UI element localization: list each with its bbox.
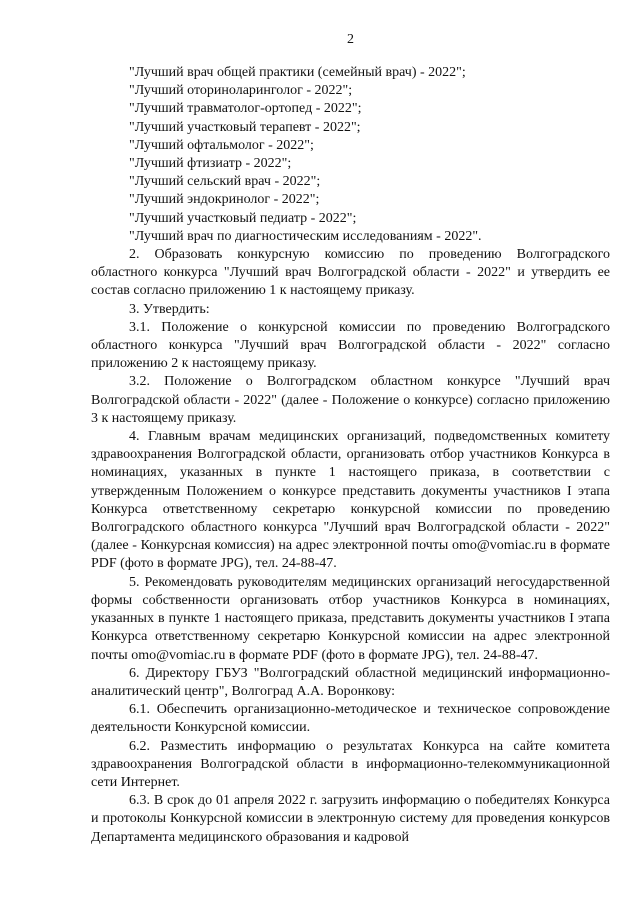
nomination-item: "Лучший эндокринолог - 2022"; [129, 192, 320, 208]
nomination-list [91, 64, 610, 246]
nomination-item: "Лучший врач общей практики (семейный врач) - 2022"; [129, 65, 466, 80]
paragraph-6-1: 6.1. Обеспечить организационно-методическое и техническое сопровождение деятельности Конкурсной комиссии. [91, 702, 610, 736]
paragraph-2-commission: 2. Образовать конкурсную комиссию по проведению Волгоградского областного конкурса "Лучший врач Волгоградской области - 2022" и утвердить ее состав согласно приложению 1 к настоящему приказу. [91, 247, 610, 299]
paragraph-3-1: 3.1. Положение о конкурсной комиссии по проведению Волгоградского областного конкурса "Лучший врач Волгоградской области - 2022" согласно приложению 2 к настоящему приказу. [91, 319, 610, 372]
nomination-item: "Лучший участковый педиатр - 2022"; [129, 210, 357, 226]
paragraph-3-approve: 3. Утвердить: [129, 301, 210, 317]
paragraph-4: 4. Главным врачам медицинских организаций, подведомственных комитету здравоохранения Волгоградской области, организовать отбор участников Конкурса в номинациях, указанных в пункте 1 настоящего приказа, в соответствии с утвержденным Положением о конкурсе представить документы участников I этапа Конкурса ответственному секретарю конкурсной комиссии по проведению Волгоградского областного конкурса "Лучший врач Волгоградской области - 2022" (далее - Конкурсная комиссия) на адрес электронной почты omo@vomiac.ru в формате PDF (фото в формате JPG), тел. 24-88-47. [91, 429, 610, 572]
nomination-item: "Лучший участковый терапевт - 2022"; [129, 119, 361, 135]
nomination-item: "Лучший фтизиатр - 2022"; [129, 156, 292, 172]
nomination-item: "Лучший офтальмолог - 2022"; [129, 137, 314, 153]
nomination-item: "Лучший травматолог-ортопед - 2022"; [129, 101, 362, 117]
nomination-item: "Лучший врач по диагностическим исследованиям - 2022". [129, 228, 482, 244]
paragraph-6-3: 6.3. В срок до 01 апреля 2022 г. загрузить информацию о победителях Конкурса и протоколы Конкурсной комиссии в электронную систему для проведения конкурсов Департамента медицинского образования и кадровой [91, 793, 610, 845]
nomination-item: "Лучший оториноларинголог - 2022"; [129, 83, 353, 99]
nomination-item: "Лучший сельский врач - 2022"; [129, 174, 321, 190]
paragraph-3-2: 3.2. Положение о Волгоградском областном конкурсе "Лучший врач Волгоградской области - 2022" (далее - Положение о конкурсе) согласно приложению 3 к настоящему приказу. [91, 374, 610, 426]
page-number: 2 [347, 32, 354, 47]
paragraph-5: 5. Рекомендовать руководителям медицинских организаций негосударственной формы собственности организовать отбор участников Конкурса в номинациях, указанных в пункте 1 настоящего приказа, представить документы участников I этапа Конкурса ответственному секретарю Конкурсной комиссии на адрес электронной почты omo@vomiac.ru в формате PDF (фото в формате JPG), тел. 24-88-47. [91, 574, 610, 663]
paragraph-6-2: 6.2. Разместить информацию о результатах Конкурса на сайте комитета здравоохранения Волгоградской области в информационно-телекоммуникационной сети Интернет. [91, 738, 610, 790]
paragraph-6: 6. Директору ГБУЗ "Волгоградский областной медицинский информационно-аналитический центр", Волгоград А.А. Воронкову: [91, 665, 610, 699]
